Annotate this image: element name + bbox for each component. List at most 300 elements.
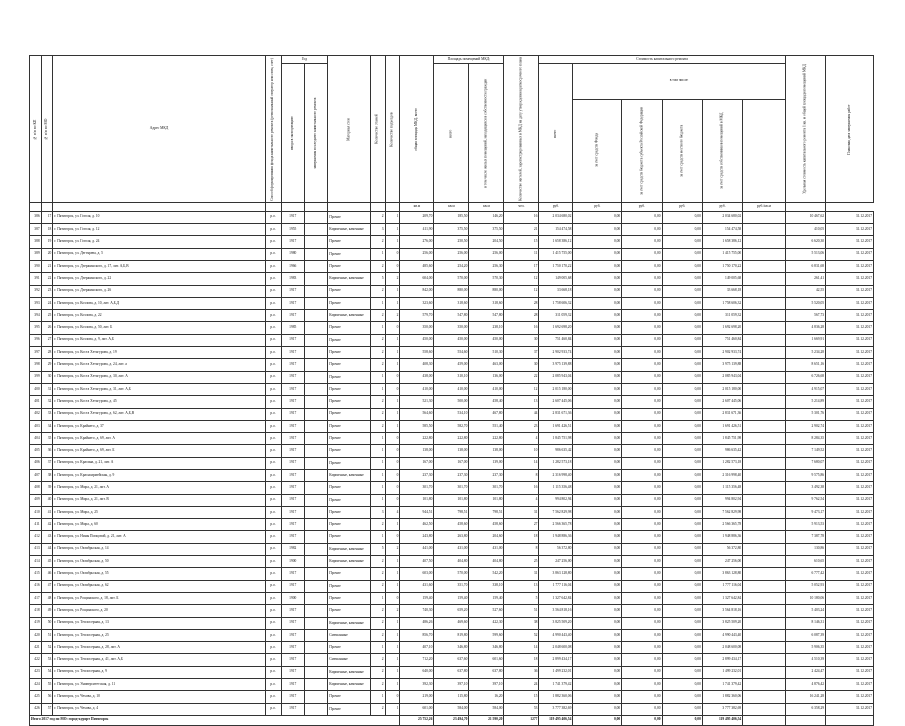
row-residents: 12 bbox=[504, 383, 539, 395]
row-address: г. Пятигорск, ул. Козлова, д. 50, лит. Б bbox=[53, 322, 265, 334]
row-subject: 0,00 bbox=[622, 568, 662, 580]
row-floors: 2 bbox=[370, 408, 385, 420]
row-wall: Кирпичные, каменные bbox=[328, 617, 370, 629]
row-deadline: 31.12.2017 bbox=[826, 605, 874, 617]
row-deadline: 31.12.2017 bbox=[826, 457, 874, 469]
row-cost-total: 56 372,80 bbox=[539, 543, 573, 555]
col-residents: Количество жителей, зарегистрированных в МКД на дату утверждения краткосрочного плана bbox=[504, 56, 539, 203]
row-owners: 154 474,58 bbox=[702, 224, 742, 236]
row-area-living: 458,40 bbox=[469, 396, 504, 408]
row-method: р.о. bbox=[265, 347, 281, 359]
row-area-living: 318,60 bbox=[469, 297, 504, 309]
row-residents: 30 bbox=[504, 359, 539, 371]
row-area-all: 310,10 bbox=[434, 371, 469, 383]
row-floors: 1 bbox=[370, 322, 385, 334]
row-total-area: 407,10 bbox=[400, 642, 434, 654]
row-cost-total: 154 474,58 bbox=[539, 224, 573, 236]
row-num-pp: 387 bbox=[30, 224, 42, 236]
row-area-all: 222,80 bbox=[434, 433, 469, 445]
row-address: г. Пятигорск, ул. Нины Попцовой, д. 21, лит. А bbox=[53, 531, 265, 543]
table-body bbox=[30, 211, 874, 715]
row-year-built: 1917 bbox=[281, 310, 304, 322]
row-fund: 0,00 bbox=[573, 556, 622, 568]
row-entrances: 0 bbox=[385, 494, 400, 506]
row-year-last bbox=[304, 543, 327, 555]
row-unit-cost: 8 146,31 bbox=[785, 617, 825, 629]
row-year-built: 1917 bbox=[281, 482, 304, 494]
row-spacer bbox=[743, 703, 786, 715]
row-unit-cost: 6 087,39 bbox=[785, 629, 825, 641]
row-deadline: 31.12.2017 bbox=[826, 211, 874, 223]
row-spacer bbox=[743, 433, 786, 445]
row-method: р.о. bbox=[265, 679, 281, 691]
row-entrances: 0 bbox=[385, 691, 400, 703]
total-subject: 0,00 bbox=[622, 715, 662, 725]
row-area-all: 637,60 bbox=[434, 654, 469, 666]
row-wall: Прочие bbox=[328, 248, 370, 260]
row-address: г. Пятигорск, ул. Дзержинского, д. 22 bbox=[53, 273, 265, 285]
row-area-living: 551,40 bbox=[469, 420, 504, 432]
total-fund: 0,00 bbox=[573, 715, 622, 725]
row-subject: 0,00 bbox=[622, 470, 662, 482]
row-wall: Прочие bbox=[328, 347, 370, 359]
row-num-pp: 418 bbox=[30, 605, 42, 617]
row-entrances: 1 bbox=[385, 224, 400, 236]
row-year-built: 1917 bbox=[281, 457, 304, 469]
row-unit-cost: 5 520,05 bbox=[785, 297, 825, 309]
row-floors: 2 bbox=[370, 359, 385, 371]
row-total-area: 237,30 bbox=[400, 470, 434, 482]
col-num-mo: № п/п по МО bbox=[41, 56, 53, 203]
row-area-living: 338,10 bbox=[469, 580, 504, 592]
row-num-pp: 414 bbox=[30, 556, 42, 568]
row-deadline: 31.12.2017 bbox=[826, 556, 874, 568]
unit-cell: чел. bbox=[504, 202, 539, 211]
row-floors: 2 bbox=[370, 347, 385, 359]
row-residents: 22 bbox=[504, 371, 539, 383]
row-area-living: 222,80 bbox=[469, 433, 504, 445]
row-subject: 0,00 bbox=[622, 359, 662, 371]
row-cost-total: 1 499 232,01 bbox=[539, 666, 573, 678]
row-year-built: 1917 bbox=[281, 703, 304, 715]
col-owners: за счет средств собственников помещений в МКД bbox=[702, 99, 742, 202]
row-year-built: 1917 bbox=[281, 383, 304, 395]
row-area-all: 582,70 bbox=[434, 420, 469, 432]
row-deadline: 31.12.2017 bbox=[826, 420, 874, 432]
row-fund: 0,00 bbox=[573, 383, 622, 395]
row-deadline: 31.12.2017 bbox=[826, 580, 874, 592]
row-address: г. Пятигорск, ул. Красина, д. 21, лит. А bbox=[53, 457, 265, 469]
row-method: р.о. bbox=[265, 322, 281, 334]
row-year-last bbox=[304, 666, 327, 678]
row-area-all: 880,00 bbox=[434, 285, 469, 297]
row-local: 0,00 bbox=[662, 396, 702, 408]
row-address: г. Пятигорск, ул. Мира, д. 21, лит. В bbox=[53, 494, 265, 506]
row-spacer bbox=[743, 654, 786, 666]
row-year-built: 1917 bbox=[281, 605, 304, 617]
row-subject: 0,00 bbox=[622, 371, 662, 383]
row-residents: 13 bbox=[504, 396, 539, 408]
row-num-mo: 42 bbox=[41, 519, 53, 531]
row-total-area: 486,26 bbox=[400, 617, 434, 629]
row-deadline: 31.12.2017 bbox=[826, 531, 874, 543]
total-local: 0,00 bbox=[662, 715, 702, 725]
row-floors: 2 bbox=[370, 703, 385, 715]
row-method: р.о. bbox=[265, 543, 281, 555]
row-area-all: 115,80 bbox=[434, 691, 469, 703]
row-local: 0,00 bbox=[662, 482, 702, 494]
capital-repair-plan-sheet bbox=[29, 55, 874, 726]
row-local: 0,00 bbox=[662, 494, 702, 506]
row-num-mo: 24 bbox=[41, 297, 53, 309]
row-num-pp: 426 bbox=[30, 703, 42, 715]
row-spacer bbox=[743, 347, 786, 359]
row-residents: 12 bbox=[504, 285, 539, 297]
row-owners: 1 777 116,04 bbox=[702, 580, 742, 592]
row-local: 0,00 bbox=[662, 470, 702, 482]
row-floors: 2 bbox=[370, 679, 385, 691]
row-method: р.о. bbox=[265, 383, 281, 395]
row-fund: 0,00 bbox=[573, 482, 622, 494]
row-entrances: 1 bbox=[385, 580, 400, 592]
row-num-pp: 389 bbox=[30, 248, 42, 260]
row-local: 0,00 bbox=[662, 556, 702, 568]
row-fund: 0,00 bbox=[573, 433, 622, 445]
row-total-area: 167,00 bbox=[400, 457, 434, 469]
row-unit-cost: 8 284,35 bbox=[785, 433, 825, 445]
col-num-pp: № п/п по КП bbox=[30, 56, 42, 203]
row-floors: 1 bbox=[370, 642, 385, 654]
row-year-last bbox=[304, 273, 327, 285]
row-num-mo: 18 bbox=[41, 224, 53, 236]
table-row bbox=[30, 691, 874, 703]
row-owners: 1 750 170,22 bbox=[702, 260, 742, 272]
table-row bbox=[30, 470, 874, 482]
row-year-built: 1900 bbox=[281, 592, 304, 604]
row-cost-total: 1 692 698,20 bbox=[539, 322, 573, 334]
row-num-mo: 45 bbox=[41, 556, 53, 568]
row-cost-total: 2 831 671,36 bbox=[539, 408, 573, 420]
row-unit-cost: 5 513,06 bbox=[785, 248, 825, 260]
table-row bbox=[30, 543, 874, 555]
row-local: 0,00 bbox=[662, 359, 702, 371]
row-cost-total: 1 777 116,04 bbox=[539, 580, 573, 592]
row-method: р.о. bbox=[265, 494, 281, 506]
table-row bbox=[30, 236, 874, 248]
row-year-last bbox=[304, 592, 327, 604]
row-num-mo: 30 bbox=[41, 371, 53, 383]
row-area-living: 422,30 bbox=[469, 617, 504, 629]
row-deadline: 31.12.2017 bbox=[826, 482, 874, 494]
row-wall: Кирпичные, каменные bbox=[328, 679, 370, 691]
total-row bbox=[30, 715, 874, 725]
table-row bbox=[30, 211, 874, 223]
col-year-last-repair: завершения последнего капитального ремонта bbox=[304, 64, 327, 203]
table-row bbox=[30, 359, 874, 371]
row-method: р.о. bbox=[265, 445, 281, 457]
row-owners: 2 015 180,00 bbox=[702, 383, 742, 395]
col-unit-cost: Удельная стоимость капитального ремонта 1 кв. м общей площади помещений МКД bbox=[785, 56, 825, 203]
unit-cell: кв.м bbox=[434, 202, 469, 211]
unit-cell: руб./кв.м bbox=[743, 202, 786, 211]
row-residents: 30 bbox=[504, 334, 539, 346]
row-year-built: 1917 bbox=[281, 642, 304, 654]
row-unit-cost: 410,05 bbox=[785, 224, 825, 236]
row-area-all: 237,30 bbox=[434, 470, 469, 482]
row-residents: 31 bbox=[504, 568, 539, 580]
row-address: г. Пятигорск, ул. Гоголя, д. 12 bbox=[53, 224, 265, 236]
row-unit-cost: 567,73 bbox=[785, 310, 825, 322]
row-wall: Прочие bbox=[328, 445, 370, 457]
row-method: р.о. bbox=[265, 703, 281, 715]
row-wall: Смешанные bbox=[328, 629, 370, 641]
row-unit-cost: 5 913,53 bbox=[785, 519, 825, 531]
row-entrances: 1 bbox=[385, 408, 400, 420]
row-cost-total: 2 015 180,00 bbox=[539, 383, 573, 395]
row-fund: 0,00 bbox=[573, 580, 622, 592]
row-unit-cost: 2 424,47 bbox=[785, 666, 825, 678]
row-year-built: 1917 bbox=[281, 396, 304, 408]
row-owners: 2 048 600,08 bbox=[702, 642, 742, 654]
row-local: 0,00 bbox=[662, 457, 702, 469]
row-address: г. Пятигорск, ул. Крайнего, д. 69, лит. А bbox=[53, 433, 265, 445]
row-year-built: 1917 bbox=[281, 506, 304, 518]
row-year-built: 1917 bbox=[281, 580, 304, 592]
row-entrances: 1 bbox=[385, 334, 400, 346]
row-wall: Кирпичные, каменные bbox=[328, 666, 370, 678]
row-area-all: 798,51 bbox=[434, 506, 469, 518]
row-num-mo: 38 bbox=[41, 470, 53, 482]
row-total-area: 712,20 bbox=[400, 654, 434, 666]
row-unit-cost: 7 149,52 bbox=[785, 445, 825, 457]
row-wall: Прочие bbox=[328, 408, 370, 420]
row-area-living: 798,51 bbox=[469, 506, 504, 518]
row-unit-cost: 4 876,42 bbox=[785, 679, 825, 691]
row-spacer bbox=[743, 211, 786, 223]
row-unit-cost: 5 052,93 bbox=[785, 580, 825, 592]
row-residents: 17 bbox=[504, 260, 539, 272]
row-area-living: 139,00 bbox=[469, 457, 504, 469]
row-unit-cost: 6 358,29 bbox=[785, 703, 825, 715]
row-floors: 1 bbox=[370, 445, 385, 457]
row-total-area: 323,60 bbox=[400, 297, 434, 309]
row-method: р.о. bbox=[265, 506, 281, 518]
row-floors: 1 bbox=[370, 470, 385, 482]
row-area-all: 659,20 bbox=[434, 605, 469, 617]
row-unit-cost: 6 831,68 bbox=[785, 260, 825, 272]
row-num-mo: 32 bbox=[41, 396, 53, 408]
row-spacer bbox=[743, 236, 786, 248]
row-wall: Кирпичные, каменные bbox=[328, 470, 370, 482]
row-area-living: 204,50 bbox=[469, 236, 504, 248]
row-subject: 0,00 bbox=[622, 629, 662, 641]
row-total-area: 407,50 bbox=[400, 556, 434, 568]
row-spacer bbox=[743, 494, 786, 506]
row-entrances: 1 bbox=[385, 654, 400, 666]
row-total-area: 219,00 bbox=[400, 691, 434, 703]
row-address: г. Пятигорск, ул. Теплосерная, д. 9 bbox=[53, 666, 265, 678]
row-cost-total: 1 115 356,48 bbox=[539, 482, 573, 494]
row-spacer bbox=[743, 322, 786, 334]
row-address: г. Пятигорск, ул. Теплосерная, д. 13 bbox=[53, 617, 265, 629]
row-cost-total: 311 059,32 bbox=[539, 310, 573, 322]
row-wall: Прочие bbox=[328, 334, 370, 346]
row-area-living: 527,60 bbox=[469, 605, 504, 617]
row-entrances: 1 bbox=[385, 396, 400, 408]
row-cost-total: 4 990 443,40 bbox=[539, 629, 573, 641]
table-row bbox=[30, 445, 874, 457]
row-spacer bbox=[743, 260, 786, 272]
row-fund: 0,00 bbox=[573, 531, 622, 543]
row-total-area: 944,51 bbox=[400, 506, 434, 518]
row-total-area: 564,60 bbox=[400, 408, 434, 420]
table-row bbox=[30, 703, 874, 715]
row-cost-total: 1 282 573,18 bbox=[539, 457, 573, 469]
row-num-mo: 34 bbox=[41, 420, 53, 432]
row-total-area: 640,00 bbox=[400, 666, 434, 678]
row-area-living: 542,20 bbox=[469, 568, 504, 580]
row-year-built: 1917 bbox=[281, 408, 304, 420]
row-deadline: 31.12.2017 bbox=[826, 273, 874, 285]
row-method: р.о. bbox=[265, 420, 281, 432]
row-entrances: 1 bbox=[385, 666, 400, 678]
total-area-living: 21 590,20 bbox=[469, 715, 504, 725]
row-area-all: 351,70 bbox=[434, 580, 469, 592]
row-subject: 0,00 bbox=[622, 383, 662, 395]
row-year-last bbox=[304, 605, 327, 617]
row-unit-cost: 4 836,28 bbox=[785, 322, 825, 334]
row-owners: 1 658 386,12 bbox=[702, 236, 742, 248]
row-cost-total: 1 750 170,22 bbox=[539, 260, 573, 272]
row-floors: 2 bbox=[370, 211, 385, 223]
col-fund: за счет средств Фонда bbox=[573, 99, 622, 202]
row-unit-cost: 8 651,16 bbox=[785, 359, 825, 371]
row-cost-total: 2 607 445,06 bbox=[539, 396, 573, 408]
row-spacer bbox=[743, 470, 786, 482]
col-address: Адрес МКД bbox=[53, 56, 265, 203]
row-area-all: 185,50 bbox=[434, 211, 469, 223]
row-entrances: 1 bbox=[385, 519, 400, 531]
row-local: 0,00 bbox=[662, 433, 702, 445]
row-residents: 12 bbox=[504, 273, 539, 285]
row-cost-total: 994 802,94 bbox=[539, 494, 573, 506]
row-year-last bbox=[304, 617, 327, 629]
row-floors: 2 bbox=[370, 617, 385, 629]
row-local: 0,00 bbox=[662, 371, 702, 383]
row-num-pp: 405 bbox=[30, 445, 42, 457]
row-local: 0,00 bbox=[662, 408, 702, 420]
row-area-all: 458,60 bbox=[434, 519, 469, 531]
table-row bbox=[30, 556, 874, 568]
row-method: р.о. bbox=[265, 482, 281, 494]
row-method: р.о. bbox=[265, 470, 281, 482]
units-row bbox=[30, 202, 874, 211]
row-num-mo: 41 bbox=[41, 506, 53, 518]
col-entrances: Количество подъездов bbox=[385, 56, 400, 203]
row-wall: Прочие bbox=[328, 691, 370, 703]
row-unit-cost: 6 726,68 bbox=[785, 371, 825, 383]
row-fund: 0,00 bbox=[573, 506, 622, 518]
row-subject: 0,00 bbox=[622, 445, 662, 457]
row-address: г. Пятигорск, ул. Коста Хетагурова, д. 19 bbox=[53, 347, 265, 359]
row-num-pp: 401 bbox=[30, 396, 42, 408]
row-num-pp: 419 bbox=[30, 617, 42, 629]
row-total-area: 101,80 bbox=[400, 494, 434, 506]
row-entrances: 2 bbox=[385, 605, 400, 617]
row-residents: 16 bbox=[504, 482, 539, 494]
row-floors: 2 bbox=[370, 285, 385, 297]
row-unit-cost: 9 473,17 bbox=[785, 506, 825, 518]
row-unit-cost: 261,41 bbox=[785, 273, 825, 285]
row-year-last bbox=[304, 531, 327, 543]
row-entrances: 0 bbox=[385, 248, 400, 260]
row-num-mo: 46 bbox=[41, 568, 53, 580]
row-residents: 53 bbox=[504, 703, 539, 715]
table-row bbox=[30, 654, 874, 666]
row-floors: 2 bbox=[370, 568, 385, 580]
row-residents: 4 bbox=[504, 433, 539, 445]
row-local: 0,00 bbox=[662, 211, 702, 223]
row-entrances: 1 bbox=[385, 236, 400, 248]
row-owners: 751 460,84 bbox=[702, 334, 742, 346]
row-method: р.о. bbox=[265, 617, 281, 629]
row-cost-total: 2 566 365,78 bbox=[539, 519, 573, 531]
row-num-mo: 57 bbox=[41, 703, 53, 715]
row-deadline: 31.12.2017 bbox=[826, 371, 874, 383]
total-area-all: 23 494,70 bbox=[434, 715, 469, 725]
row-area-living: 159,40 bbox=[469, 592, 504, 604]
row-spacer bbox=[743, 408, 786, 420]
row-local: 0,00 bbox=[662, 334, 702, 346]
row-owners: 3 863 128,80 bbox=[702, 568, 742, 580]
row-spacer bbox=[743, 396, 786, 408]
row-deadline: 31.12.2017 bbox=[826, 322, 874, 334]
row-wall: Прочие bbox=[328, 568, 370, 580]
row-area-living: 599,60 bbox=[469, 629, 504, 641]
row-year-last bbox=[304, 248, 327, 260]
table-row bbox=[30, 642, 874, 654]
row-method: р.о. bbox=[265, 359, 281, 371]
row-area-all: 318,60 bbox=[434, 297, 469, 309]
row-year-last bbox=[304, 470, 327, 482]
row-num-mo: 25 bbox=[41, 310, 53, 322]
row-unit-cost: 3 492,38 bbox=[785, 482, 825, 494]
row-area-living: 237,30 bbox=[469, 470, 504, 482]
row-num-mo: 53 bbox=[41, 654, 53, 666]
row-entrances: 1 bbox=[385, 679, 400, 691]
row-address: г. Пятигорск, ул. Коста Хетагурова, д. 24, лит. а bbox=[53, 359, 265, 371]
row-area-all: 101,80 bbox=[434, 494, 469, 506]
row-residents: 24 bbox=[504, 679, 539, 691]
row-residents: 15 bbox=[504, 691, 539, 703]
row-deadline: 31.12.2017 bbox=[826, 506, 874, 518]
row-num-pp: 422 bbox=[30, 654, 42, 666]
row-wall: Прочие bbox=[328, 371, 370, 383]
row-wall: Прочие bbox=[328, 396, 370, 408]
row-cost-total: 3 825 509,20 bbox=[539, 617, 573, 629]
row-area-all: 819,80 bbox=[434, 629, 469, 641]
row-floors: 5 bbox=[370, 273, 385, 285]
row-residents: 37 bbox=[504, 347, 539, 359]
group-including: в том числе: bbox=[573, 64, 785, 100]
row-owners: 3 975 139,88 bbox=[702, 359, 742, 371]
total-residents: 1277 bbox=[504, 715, 539, 725]
row-address: г. Пятигорск, ул. Дзержинского, д. 26 bbox=[53, 285, 265, 297]
table-row bbox=[30, 519, 874, 531]
row-spacer bbox=[743, 506, 786, 518]
row-local: 0,00 bbox=[662, 617, 702, 629]
row-entrances: 0 bbox=[385, 260, 400, 272]
